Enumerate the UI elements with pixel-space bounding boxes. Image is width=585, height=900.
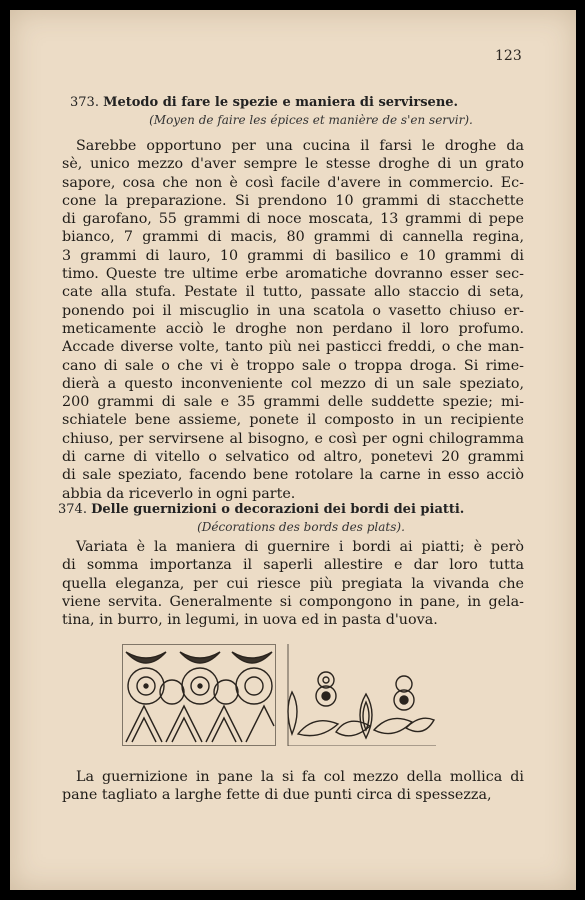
section-373-text-line: abbia da riceverlo in ogni parte. [62,485,296,502]
section-373-text-line: di sale speziato, facendo bene rotolare la carne in esso acciò [62,467,524,484]
section-373-subtitle: (Moyen de faire les épices et manière de s'en servir). [149,113,473,127]
section-374-body-continued [62,768,524,805]
section-374-text-line: Variata è la maniera di guernire i bordi ai piatti; è però [76,539,524,555]
section-374-text-line: viene servita. Generalmente si compongono in pane, in gela- [62,593,524,610]
section-373-text-line: schiatele bene assieme, ponete il composto in un recipiente [62,412,524,429]
section-373-text-line: 200 grammi di sale e 35 grammi delle suddette spezie; mi- [62,394,524,411]
section-373-title: Metodo di fare le spezie e maniera di servirsene. [103,95,459,110]
section-374-text-line: di somma importanza il saperli allestire e dar loro tutta [62,557,524,574]
section-373-text-line: Sarebbe opportuno per una cucina il farsi le droghe da [76,138,524,154]
section-374-number: 374. [58,502,87,517]
section-373-text-line: cone la preparazione. Si prendono 10 grammi di stacchette [62,192,524,209]
section-373-text-line: di carne di vitello o selvatico od altro, ponetevi 20 grammi [62,449,524,466]
section-374-text-line: tina, in burro, in legumi, in uova ed in pasta d'uova. [62,612,438,629]
section-373-text-line: meticamente acciò le droghe non perdano il loro profumo. [62,320,524,337]
book-page [10,10,576,890]
page-number: 123 [495,48,522,64]
section-373-text-line: di garofano, 55 grammi di noce moscata, 13 grammi di pepe [62,211,524,228]
section-374-text-line: pane tagliato a larghe fette di due punti circa di spessezza, [62,787,492,804]
plate-border-illustration-left [122,644,276,746]
plate-border-illustration-right [286,644,436,746]
section-373-text-line: Accade diverse volte, tanto più nei pasticci freddi, o che man- [62,339,524,356]
section-373-text-line: 3 grammi di lauro, 10 grammi di basilico e 10 grammi di [62,247,524,264]
section-374-text-line: quella eleganza, per cui riesce più pregiata la vivanda che [62,575,524,592]
section-373-number: 373. [70,95,99,110]
section-374-title: Delle guernizioni o decorazioni dei bordi dei piatti. [91,502,465,517]
section-373-text-line: cano di sale o che vi è troppo sale o troppa droga. Si rime- [62,357,524,374]
section-373-heading [70,95,520,110]
section-373-text-line: cate alla stufa. Pestate il tutto, passate allo staccio di seta, [62,284,524,301]
section-373-text-line: sapore, cosa che non è così facile d'avere in commercio. Ec- [62,174,524,191]
section-374-subtitle: (Décorations des bords des plats). [197,520,405,534]
section-373-text-line: ponendo poi il miscuglio in una scatola o vasetto chiuso er- [62,302,524,319]
section-373-text-line: chiuso, per servirsene al bisogno, e così per ogni chilogramma [62,430,524,447]
section-373-text-line: bianco, 7 grammi di macis, 80 grammi di cannella regina, [62,229,524,246]
section-374-body [62,538,524,629]
section-374-text-line: La guernizione in pane la si fa col mezzo della mollica di [76,769,524,785]
section-373-text-line: timo. Queste tre ultime erbe aromatiche dovranno esser sec- [62,266,524,283]
section-373-text-line: dierà a questo inconveniente col mezzo di un sale speziato, [62,375,524,392]
section-373-text-line: sè, unico mezzo d'aver sempre le stesse droghe di un grato [62,156,524,173]
section-373-body [62,137,524,503]
section-374-heading [58,502,508,517]
